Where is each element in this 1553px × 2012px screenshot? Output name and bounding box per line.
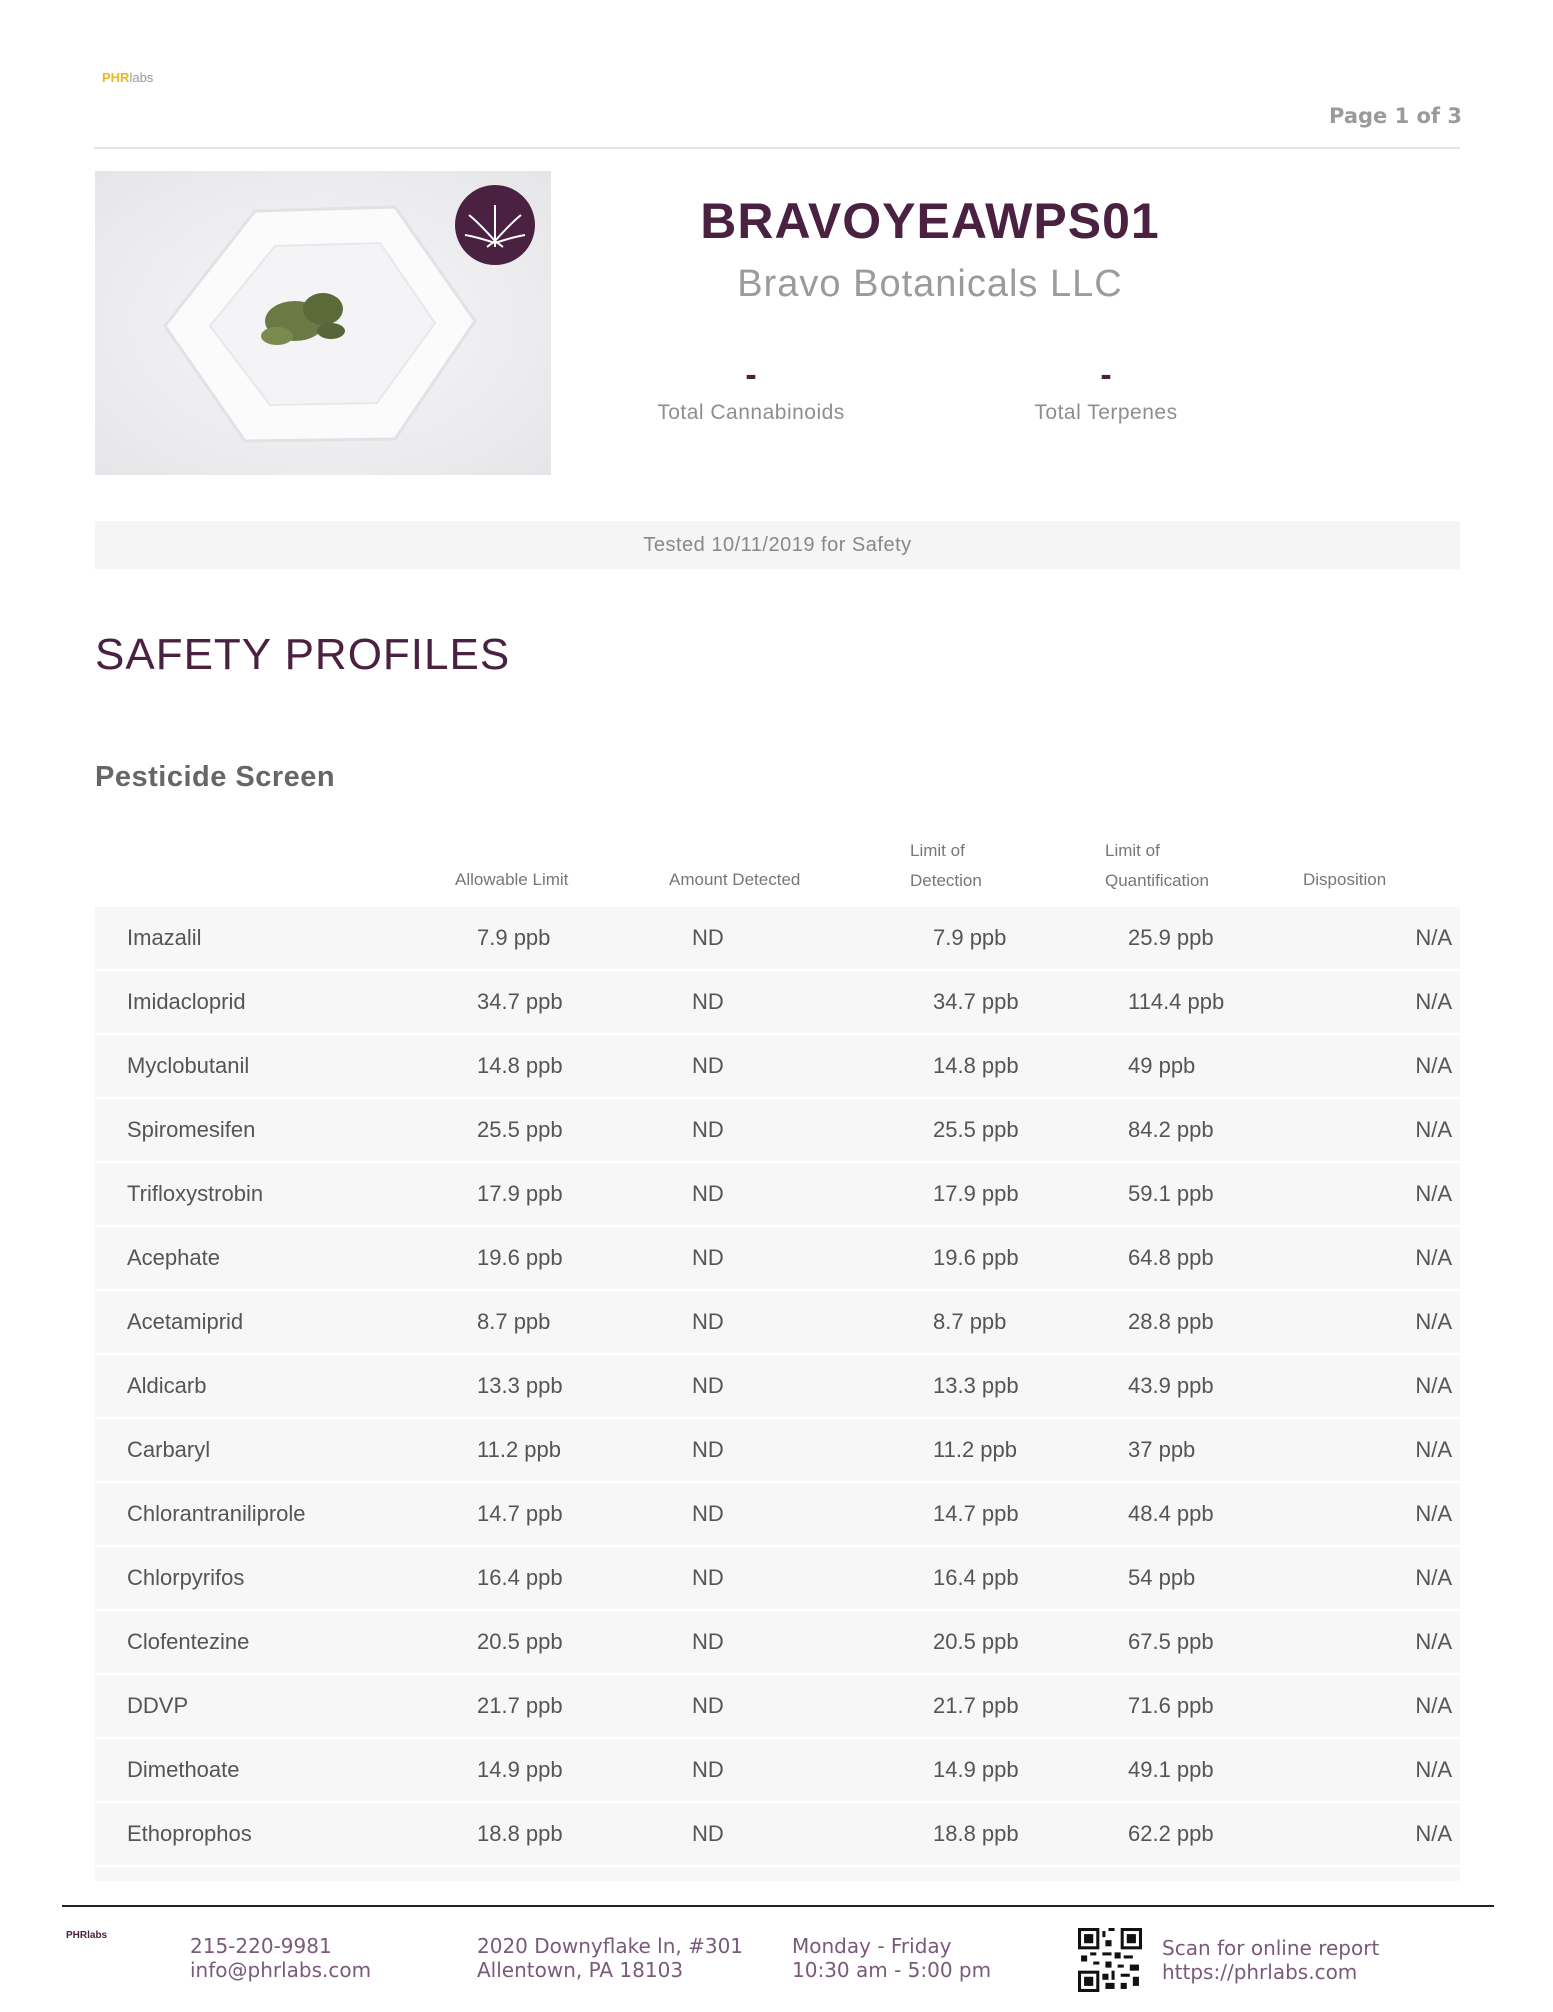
pesticide-table [95, 907, 1460, 1881]
total-cannabinoids-value: - [745, 356, 757, 394]
allowable-limit-cell: 14.7 ppb [477, 1501, 563, 1526]
table-row [95, 1419, 1460, 1481]
allowable-limit-cell: 7.9 ppb [477, 925, 551, 950]
limit-of-quantification-cell: 59.1 ppb [1128, 1181, 1214, 1206]
footer-logo: PHRlabs [66, 1930, 108, 1941]
table-row [95, 1739, 1460, 1801]
table-row-continuation [95, 1867, 1460, 1881]
allowable-limit-cell: 11.2 ppb [477, 1437, 562, 1462]
table-row [95, 971, 1460, 1033]
disposition-cell: N/A [1415, 1437, 1452, 1462]
footer-scan-text: Scan for online report [1162, 1936, 1380, 1960]
analyte-name-cell: Acephate [127, 1245, 220, 1270]
phrlabs-logo [102, 70, 153, 85]
footer-divider [62, 1905, 1494, 1907]
analyte-name-cell: Acetamiprid [127, 1309, 244, 1334]
analyte-name-cell: Chlorantraniliprole [127, 1501, 306, 1526]
total-cannabinoids [601, 356, 901, 425]
footer-address-line1: 2020 Downyflake ln, #301 [477, 1934, 744, 1958]
allowable-limit-cell: 13.3 ppb [477, 1373, 563, 1398]
footer-address-line2: Allentown, PA 18103 [477, 1958, 684, 1982]
company-name: Bravo Botanicals LLC [737, 263, 1123, 305]
table-row [95, 1163, 1460, 1225]
limit-of-detection-cell: 25.5 ppb [933, 1117, 1019, 1142]
table-row [95, 1291, 1460, 1353]
col-header-limit-of-detection [910, 836, 982, 896]
amount-detected-cell: ND [692, 1437, 724, 1462]
disposition-cell: N/A [1415, 989, 1452, 1014]
limit-of-quantification-cell: 28.8 ppb [1128, 1309, 1214, 1334]
col-header-limit-of-quantification [1105, 836, 1209, 896]
disposition-cell: N/A [1415, 1565, 1452, 1590]
footer-hours [792, 1934, 991, 1982]
allowable-limit-cell: 17.9 ppb [477, 1181, 563, 1206]
limit-of-detection-cell: 8.7 ppb [933, 1309, 1007, 1334]
analyte-name-cell: DDVP [127, 1693, 189, 1718]
disposition-cell: N/A [1415, 1309, 1452, 1334]
limit-of-quantification-cell: 49.1 ppb [1128, 1757, 1214, 1782]
amount-detected-cell: ND [692, 1245, 724, 1270]
footer-hours-times: 10:30 am - 5:00 pm [792, 1958, 992, 1982]
allowable-limit-cell: 19.6 ppb [477, 1245, 563, 1270]
limit-of-quantification-cell: 84.2 ppb [1128, 1117, 1214, 1142]
analyte-name-cell: Imidacloprid [127, 989, 246, 1014]
table-row [95, 1803, 1460, 1865]
sample-photo [95, 171, 551, 475]
table-row [95, 1227, 1460, 1289]
allowable-limit-cell: 34.7 ppb [477, 989, 563, 1014]
amount-detected-cell: ND [692, 925, 724, 950]
limit-of-quantification-cell: 43.9 ppb [1128, 1373, 1214, 1398]
limit-of-detection-cell: 34.7 ppb [933, 989, 1019, 1014]
limit-of-quantification-cell: 48.4 ppb [1128, 1501, 1214, 1526]
qr-code-icon[interactable] [1078, 1928, 1142, 1992]
analyte-name-cell: Myclobutanil [127, 1053, 250, 1078]
limit-of-quantification-cell: 49 ppb [1128, 1053, 1196, 1078]
limit-of-quantification-cell: 114.4 ppb [1128, 989, 1225, 1014]
limit-of-detection-cell: 21.7 ppb [933, 1693, 1019, 1718]
disposition-cell: N/A [1415, 1117, 1452, 1142]
amount-detected-cell: ND [692, 1693, 724, 1718]
analyte-name-cell: Clofentezine [127, 1629, 250, 1654]
total-terpenes-value: - [1100, 356, 1112, 394]
table-row [95, 1355, 1460, 1417]
footer-website-link[interactable]: https://phrlabs.com [1162, 1960, 1358, 1984]
col-header-lod-line1: Limit of [910, 841, 965, 860]
analyte-name-cell: Ethoprophos [127, 1821, 252, 1846]
limit-of-detection-cell: 11.2 ppb [933, 1437, 1018, 1462]
table-row [95, 1099, 1460, 1161]
footer-scan [1162, 1936, 1379, 1984]
pesticide-screen-title: Pesticide Screen [95, 761, 336, 793]
disposition-cell: N/A [1415, 1629, 1452, 1654]
amount-detected-cell: ND [692, 1309, 724, 1334]
amount-detected-cell: ND [692, 989, 724, 1014]
total-terpenes [956, 356, 1256, 425]
limit-of-quantification-cell: 62.2 ppb [1128, 1821, 1214, 1846]
disposition-cell: N/A [1415, 1821, 1452, 1846]
section-title: SAFETY PROFILES [95, 630, 511, 679]
analyte-name-cell: Imazalil [127, 925, 202, 950]
limit-of-quantification-cell: 37 ppb [1128, 1437, 1196, 1462]
limit-of-detection-cell: 7.9 ppb [933, 925, 1007, 950]
disposition-cell: N/A [1415, 1501, 1452, 1526]
allowable-limit-cell: 8.7 ppb [477, 1309, 551, 1334]
limit-of-detection-cell: 18.8 ppb [933, 1821, 1019, 1846]
logo-labs: labs [129, 70, 154, 85]
amount-detected-cell: ND [692, 1757, 724, 1782]
limit-of-quantification-cell: 64.8 ppb [1128, 1245, 1214, 1270]
analyte-name-cell: Dimethoate [127, 1757, 240, 1782]
total-cannabinoids-label: Total Cannabinoids [657, 401, 845, 424]
col-header-disposition: Disposition [1303, 870, 1387, 889]
table-row [95, 1611, 1460, 1673]
footer-contact [190, 1934, 371, 1982]
limit-of-detection-cell: 13.3 ppb [933, 1373, 1019, 1398]
allowable-limit-cell: 14.9 ppb [477, 1757, 563, 1782]
limit-of-detection-cell: 14.9 ppb [933, 1757, 1019, 1782]
limit-of-detection-cell: 20.5 ppb [933, 1629, 1019, 1654]
analyte-name-cell: Chlorpyrifos [127, 1565, 245, 1590]
amount-detected-cell: ND [692, 1373, 724, 1398]
amount-detected-cell: ND [692, 1501, 724, 1526]
limit-of-detection-cell: 14.7 ppb [933, 1501, 1019, 1526]
amount-detected-cell: ND [692, 1053, 724, 1078]
allowable-limit-cell: 25.5 ppb [477, 1117, 563, 1142]
footer-address [477, 1934, 743, 1982]
logo-phr: PHR [102, 70, 130, 85]
footer-phone[interactable]: 215-220-9981 [190, 1934, 332, 1958]
allowable-limit-cell: 16.4 ppb [477, 1565, 563, 1590]
allowable-limit-cell: 20.5 ppb [477, 1629, 563, 1654]
limit-of-quantification-cell: 71.6 ppb [1128, 1693, 1214, 1718]
analyte-name-cell: Aldicarb [127, 1373, 207, 1398]
table-row [95, 1035, 1460, 1097]
analyte-name-cell: Spiromesifen [127, 1117, 256, 1142]
disposition-cell: N/A [1415, 1693, 1452, 1718]
col-header-amount-detected: Amount Detected [669, 870, 801, 889]
amount-detected-cell: ND [692, 1117, 724, 1142]
disposition-cell: N/A [1415, 1373, 1452, 1398]
amount-detected-cell: ND [692, 1629, 724, 1654]
col-header-loq-line2: Quantification [1105, 871, 1209, 890]
footer-email[interactable]: info@phrlabs.com [190, 1958, 372, 1982]
sample-id: BRAVOYEAWPS01 [700, 193, 1160, 249]
allowable-limit-cell: 14.8 ppb [477, 1053, 563, 1078]
allowable-limit-cell: 21.7 ppb [477, 1693, 563, 1718]
limit-of-quantification-cell: 25.9 ppb [1128, 925, 1214, 950]
col-header-allowable-limit: Allowable Limit [455, 870, 569, 889]
disposition-cell: N/A [1415, 1245, 1452, 1270]
disposition-cell: N/A [1415, 1757, 1452, 1782]
limit-of-detection-cell: 17.9 ppb [933, 1181, 1019, 1206]
table-row [95, 1547, 1460, 1609]
amount-detected-cell: ND [692, 1181, 724, 1206]
limit-of-detection-cell: 16.4 ppb [933, 1565, 1019, 1590]
sample-photo-image [95, 171, 551, 475]
table-row [95, 1675, 1460, 1737]
disposition-cell: N/A [1415, 1053, 1452, 1078]
tested-date-banner: Tested 10/11/2019 for Safety [95, 521, 1460, 569]
disposition-cell: N/A [1415, 925, 1452, 950]
allowable-limit-cell: 18.8 ppb [477, 1821, 563, 1846]
amount-detected-cell: ND [692, 1821, 724, 1846]
disposition-cell: N/A [1415, 1181, 1452, 1206]
analyte-name-cell: Trifloxystrobin [127, 1181, 264, 1206]
limit-of-quantification-cell: 54 ppb [1128, 1565, 1196, 1590]
limit-of-quantification-cell: 67.5 ppb [1128, 1629, 1214, 1654]
limit-of-detection-cell: 14.8 ppb [933, 1053, 1019, 1078]
col-header-loq-line1: Limit of [1105, 841, 1160, 860]
page-number: Page 1 of 3 [1329, 104, 1462, 128]
amount-detected-cell: ND [692, 1565, 724, 1590]
limit-of-detection-cell: 19.6 ppb [933, 1245, 1019, 1270]
table-row [95, 907, 1460, 969]
table-row [95, 1483, 1460, 1545]
col-header-lod-line2: Detection [910, 871, 982, 890]
analyte-name-cell: Carbaryl [127, 1437, 211, 1462]
footer-hours-days: Monday - Friday [792, 1934, 952, 1958]
header-divider [94, 147, 1460, 149]
total-terpenes-label: Total Terpenes [1034, 401, 1178, 424]
